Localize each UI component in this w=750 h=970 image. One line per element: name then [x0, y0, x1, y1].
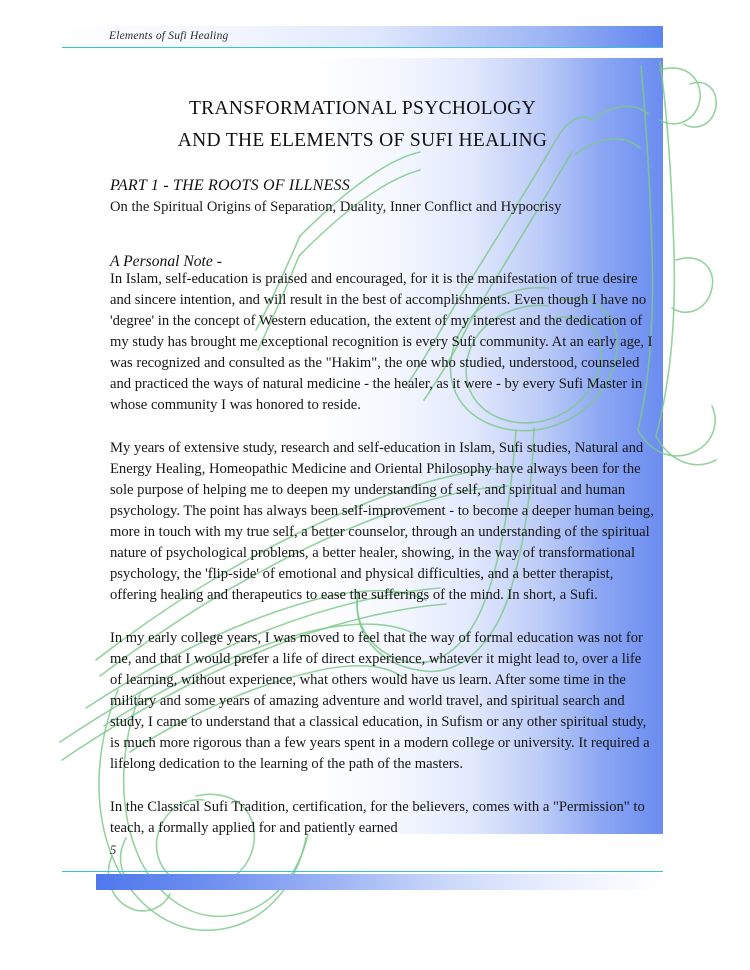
- body-paragraph-2: My years of extensive study, research and self-education in Islam, Sufi studies, Natural and Energy Healing, Homeopathic Medicine and Oriental Philosophy have always been for the sole purpose of helping me to deepen my understanding of self, and spiritual and human psychology. The point has always been self-improvement - to become a deeper human being, more in touch with my true self, a better counselor, through an understanding of the spiritual nature of psychological problems, a better healer, showing, in the way of transformational psychology, the 'flip-side' of emotional and physical difficulties, and a better therapist, offering healing and therapeutics to ease the sufferings of the mind. In short, a Sufi.: [110, 440, 654, 603]
- section-heading-personal-note: A Personal Note -: [110, 253, 222, 270]
- body-paragraph-4: In the Classical Sufi Tradition, certification, for the believers, comes with a "Permission" to teach, a formally applied for and patiently earned: [110, 799, 645, 836]
- footer-gradient-band: [96, 874, 663, 890]
- header-rule: [62, 47, 663, 48]
- part-subtitle: On the Spiritual Origins of Separation, Duality, Inner Conflict and Hypocrisy: [110, 199, 562, 215]
- document-title-line-1: TRANSFORMATIONAL PSYCHOLOGY: [188, 98, 537, 119]
- body-paragraph-1: In Islam, self-education is praised and encouraged, for it is the manifestation of true desire and sincere intention, and will result in the best of accomplishments. Even though I have no 'degree' in the concept of Western education, the extent of my interest and the dedication of my study has brought me exceptional recognition is every Sufi community. At an early age, I was recognized and consulted as the "Hakim", the one who studied, understood, counseled and practiced the ways of natural medicine - the healer, as it were - by every Sufi Master in whose community I was honored to reside.: [110, 271, 653, 413]
- running-head-title: Elements of Sufi Healing: [109, 30, 229, 42]
- body-paragraph-3: In my early college years, I was moved to feel that the way of formal education was not for me, and that I would prefer a life of direct experience, whatever it might lead to, over a life of learning, without experience, what others would have us learn. After some time in the military and some years of amazing adventure and world travel, and spiritual search and study, I came to understand that a classical education, in Sufism or any other spiritual study, is much more rigorous than a few years spent in a modern college or university. It required a lifelong dedication to the learning of the path of the masters.: [110, 630, 650, 772]
- part-heading: PART 1 - THE ROOTS OF ILLNESS: [110, 177, 350, 194]
- footer-rule: [62, 871, 663, 872]
- document-title-line-2: AND THE ELEMENTS OF SUFI HEALING: [177, 130, 548, 151]
- page-number: 5: [110, 843, 117, 857]
